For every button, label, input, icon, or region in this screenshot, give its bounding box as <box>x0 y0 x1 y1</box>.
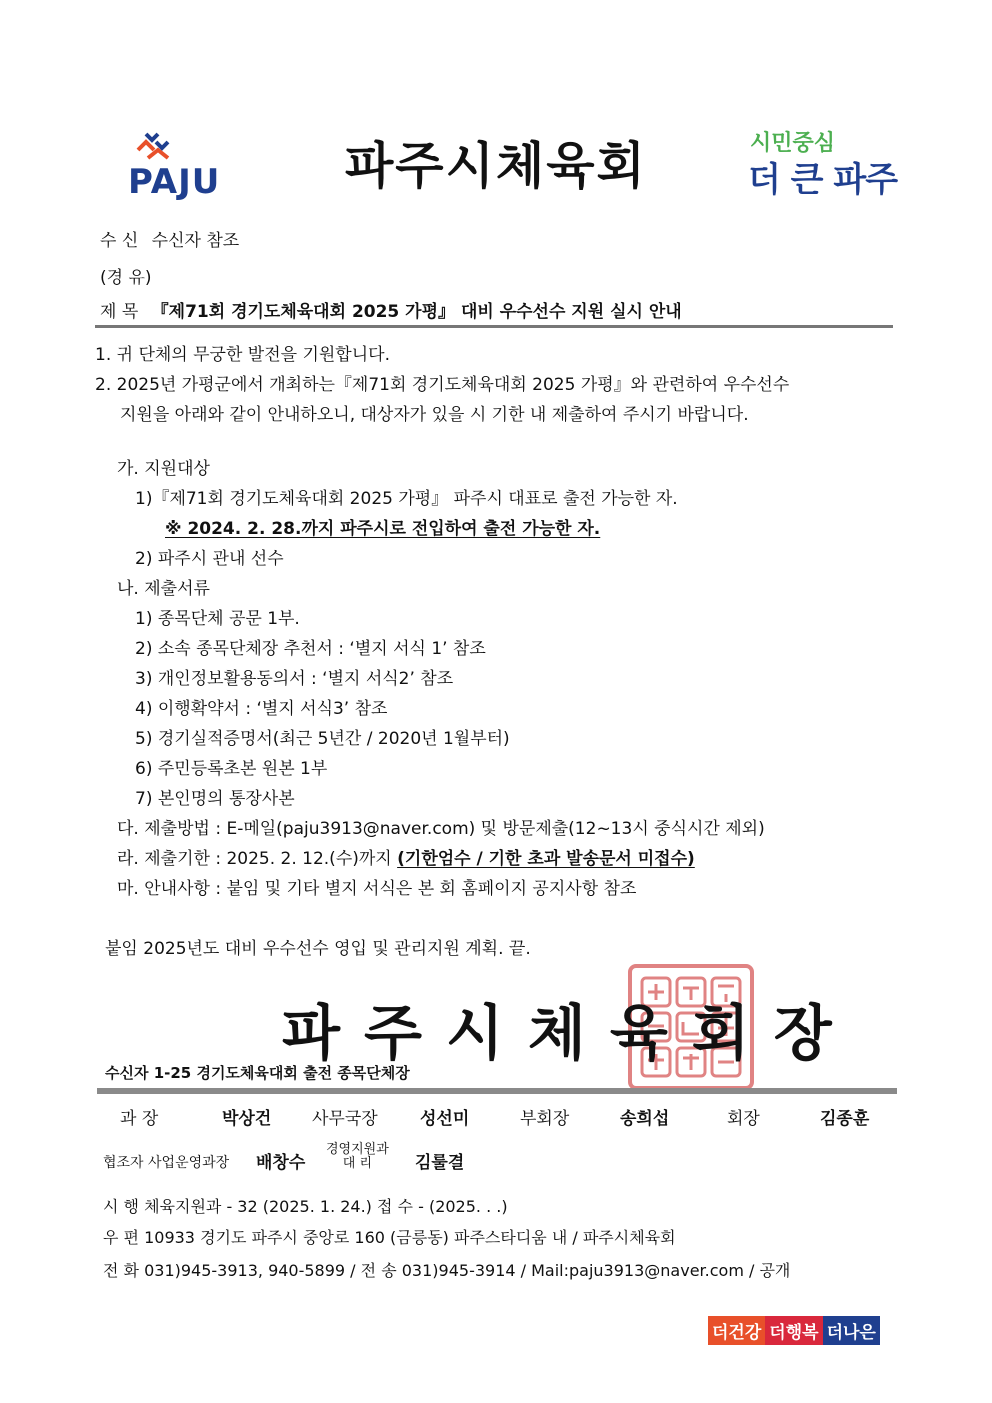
na-item-2: 2) 소속 종목단체장 추천서 : ‘별지 서식 1’ 참조 <box>135 639 486 659</box>
ga-item-1-note: ※ 2024. 2. 28.까지 파주시로 전입하여 출전 가능한 자. <box>165 519 601 539</box>
ga-item-2: 2) 파주시 관내 선수 <box>135 549 284 569</box>
footer-enforcement: 시 행 체육지원과 - 32 (2025. 1. 24.) 접 수 - (2025. . .) <box>103 1197 508 1216</box>
approver-2-name: 성선미 <box>420 1109 470 1129</box>
cooperator-2-name: 김룰결 <box>415 1153 465 1173</box>
na-item-4: 4) 이행확약서 : ‘별지 서식3’ 참조 <box>135 699 388 719</box>
paragraph-1: 1. 귀 단체의 무궁한 발전을 기원합니다. <box>95 345 390 365</box>
slogan-tag-health: 더건강 <box>708 1316 765 1345</box>
na-item-5: 5) 경기실적증명서(최근 5년간 / 2020년 1월부터) <box>135 729 510 749</box>
approver-4-title: 회장 <box>727 1109 760 1129</box>
paju-logo-text: PAJU <box>128 162 221 202</box>
cooperator-2-rank: 대 리 <box>342 1156 373 1171</box>
slogan-tags <box>708 1316 880 1345</box>
subject-label: 제 목 <box>100 302 139 322</box>
org-title: 파주시체육회 <box>345 137 647 195</box>
section-ma: 마. 안내사항 : 붙임 및 기타 별지 서식은 본 회 홈페이지 공지사항 참조 <box>117 879 637 899</box>
section-na: 나. 제출서류 <box>117 579 210 599</box>
header-divider <box>95 325 893 328</box>
cooperator-2-dept: 경영지원과 <box>326 1142 389 1157</box>
signature-divider <box>97 1088 897 1094</box>
via-label: (경 유) <box>100 268 152 288</box>
approver-1-name: 박상건 <box>222 1109 272 1129</box>
subject-value: 『제71회 경기도체육대회 2025 가평』 대비 우수선수 지원 실시 안내 <box>151 302 682 322</box>
na-item-7: 7) 본인명의 통장사본 <box>135 789 295 809</box>
recipient-list: 수신자 1-25 경기도체육대회 출전 종목단체장 <box>105 1064 410 1082</box>
slogan-logo <box>748 126 898 206</box>
na-item-3: 3) 개인정보활용동의서 : ‘별지 서식2’ 참조 <box>135 669 454 689</box>
section-ra <box>117 844 695 869</box>
recipient-label: 수 신 <box>100 231 139 251</box>
footer-contact: 전 화 031)945-3913, 940-5899 / 전 송 031)945-3914 / Mail:paju3913@naver.com / 공개 <box>103 1261 791 1280</box>
subject-row <box>100 297 682 322</box>
approver-1-title: 과 장 <box>120 1109 159 1129</box>
cooperator-1-label: 협조자 사업운영과장 <box>103 1155 230 1171</box>
paju-logo <box>128 128 228 200</box>
recipient-row <box>100 226 239 251</box>
approver-4-name: 김종훈 <box>820 1109 870 1129</box>
section-ra-text: 라. 제출기한 : 2025. 2. 12.(수)까지 <box>117 849 398 869</box>
section-ra-emphasis: (기한엄수 / 기한 초과 발송문서 미접수) <box>397 849 695 869</box>
paragraph-2-line1: 2. 2025년 가평군에서 개최하는『제71회 경기도체육대회 2025 가평』와 관련하여 우수선수 <box>95 375 790 395</box>
section-da: 다. 제출방법 : E-메일(paju3913@naver.com) 및 방문제출(12~13시 중식시간 제외) <box>117 819 765 839</box>
approver-3-title: 부회장 <box>520 1109 570 1129</box>
na-item-6: 6) 주민등록초본 원본 1부 <box>135 759 328 779</box>
na-item-1: 1) 종목단체 공문 1부. <box>135 609 300 629</box>
slogan-tag-happiness: 더행복 <box>765 1316 822 1345</box>
approver-2-title: 사무국장 <box>312 1109 378 1129</box>
slogan-tag-better: 더나은 <box>823 1316 880 1345</box>
footer-address: 우 편 10933 경기도 파주시 중앙로 160 (금릉동) 파주스타디움 내 / 파주시체육회 <box>103 1228 676 1247</box>
approver-3-name: 송희섭 <box>620 1109 670 1129</box>
cooperator-2-label <box>326 1143 389 1171</box>
slogan-logo-line1: 시민중심 <box>750 131 836 156</box>
recipient-value: 수신자 참조 <box>151 231 240 251</box>
section-ga: 가. 지원대상 <box>117 459 210 479</box>
slogan-logo-line2: 더 큰 파주 <box>748 160 898 200</box>
sender-title: 파주시체육회장 <box>282 999 856 1069</box>
ga-item-1: 1)『제71회 경기도체육대회 2025 가평』 파주시 대표로 출전 가능한 자. <box>135 489 678 509</box>
paragraph-2-line2: 지원을 아래와 같이 안내하오니, 대상자가 있을 시 기한 내 제출하여 주시기 바랍니다. <box>120 405 749 425</box>
cooperator-1-name: 배창수 <box>256 1153 306 1173</box>
attachment-line: 붙임 2025년도 대비 우수선수 영입 및 관리지원 계획. 끝. <box>105 939 531 959</box>
